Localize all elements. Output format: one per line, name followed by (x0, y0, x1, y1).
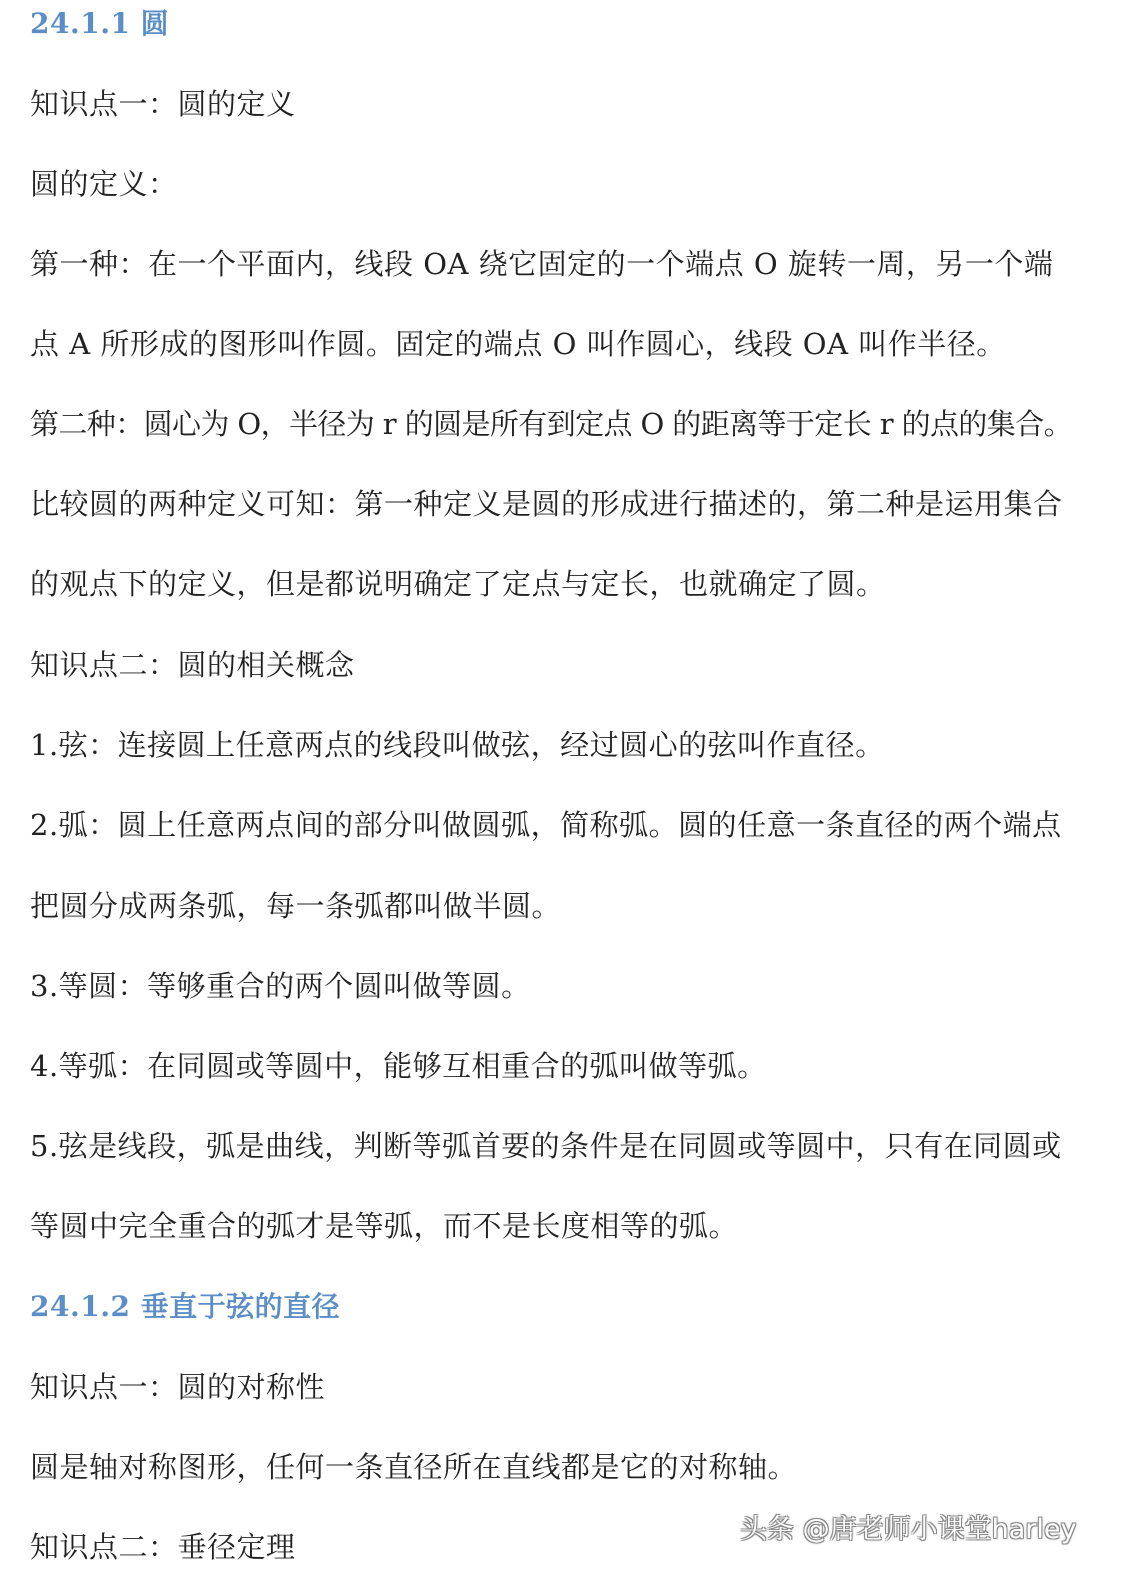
paragraph-line: 5.弦是线段，弧是曲线，判断等弧首要的条件是在同圆或等圆中，只有在同圆或 (30, 1129, 1062, 1163)
paragraph-line: 的观点下的定义，但是都说明确定了定点与定长，也就确定了圆。 (30, 567, 886, 601)
paragraph-line: 知识点二：垂径定理 (30, 1530, 296, 1564)
paragraph-line: 知识点二：圆的相关概念 (30, 648, 355, 682)
paragraph-line: 3.等圆：等够重合的两个圆叫做等圆。 (30, 969, 531, 1003)
watermark-text: 头条 @唐老师小课堂harley (740, 1514, 1077, 1545)
paragraph-line: 圆的定义： (30, 167, 178, 201)
paragraph-line: 知识点一：圆的定义 (30, 87, 296, 121)
paragraph-line: 等圆中完全重合的弧才是等弧，而不是长度相等的弧。 (30, 1209, 739, 1243)
paragraph-line: 把圆分成两条弧，每一条弧都叫做半圆。 (30, 889, 562, 923)
section-heading-24-1-2: 24.1.2 垂直于弦的直径 (30, 1290, 341, 1323)
paragraph-line: 4.等弧：在同圆或等圆中，能够互相重合的弧叫做等弧。 (30, 1049, 767, 1083)
paragraph-line: 点 A 所形成的图形叫作圆。固定的端点 O 叫作圆心，线段 OA 叫作半径。 (30, 327, 1006, 361)
paragraph-line: 2.弧：圆上任意两点间的部分叫做圆弧，简称弧。圆的任意一条直径的两个端点 (30, 808, 1062, 842)
paragraph-line: 第一种：在一个平面内，线段 OA 绕它固定的一个端点 O 旋转一周，另一个端 (30, 247, 1054, 281)
paragraph-line: 圆是轴对称图形，任何一条直径所在直线都是它的对称轴。 (30, 1450, 798, 1484)
section-heading-24-1-1: 24.1.1 圆 (30, 7, 170, 40)
paragraph-line: 比较圆的两种定义可知：第一种定义是圆的形成进行描述的，第二种是运用集合 (30, 487, 1063, 521)
paragraph-line: 第二种：圆心为 O，半径为 r 的圆是所有到定点 O 的距离等于定长 r 的点的集合。 (30, 407, 1073, 441)
paragraph-line: 1.弦：连接圆上任意两点的线段叫做弦，经过圆心的弦叫作直径。 (30, 728, 885, 762)
paragraph-line: 知识点一：圆的对称性 (30, 1370, 326, 1404)
